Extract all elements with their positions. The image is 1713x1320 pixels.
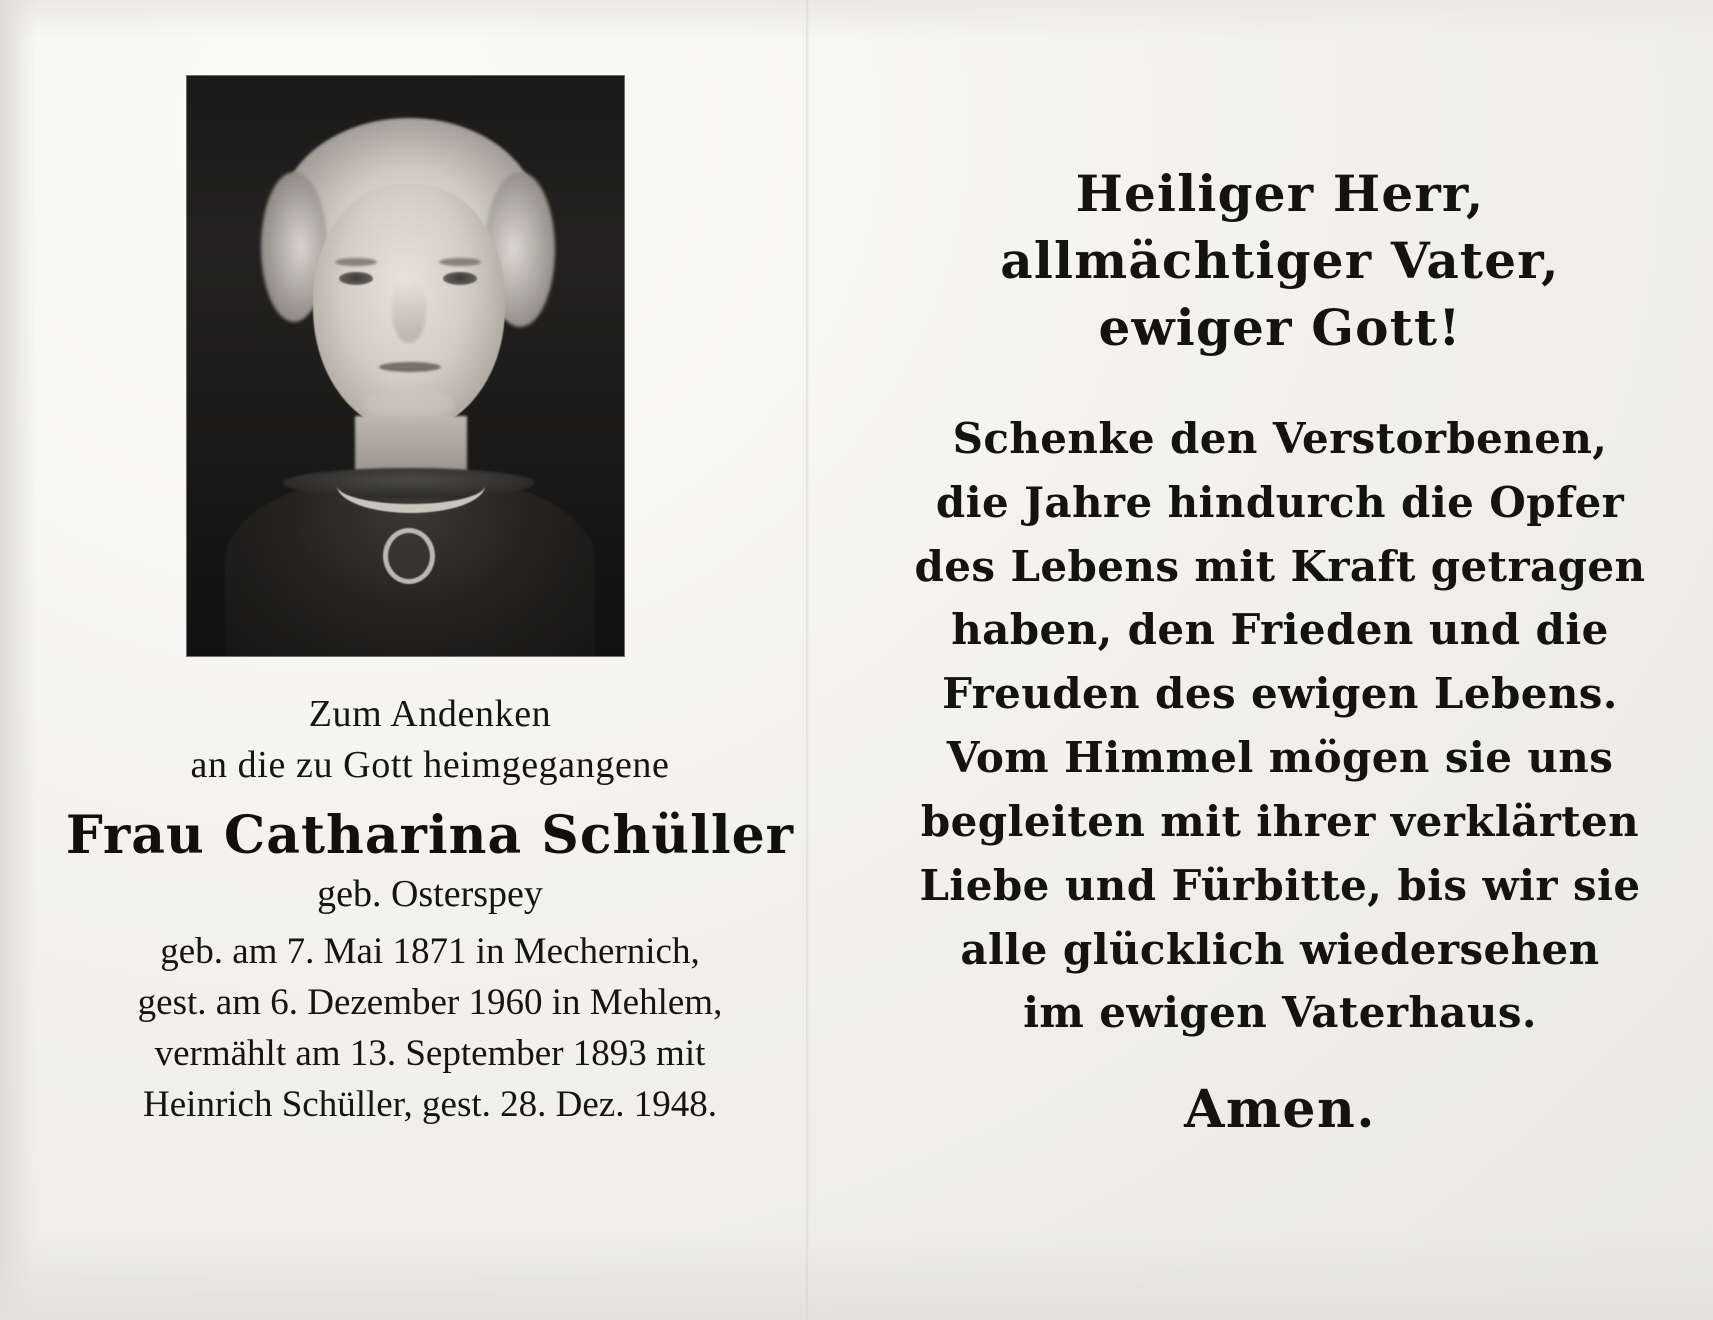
photo-eye-right — [443, 272, 477, 285]
memorial-intro-line-1: Zum Andenken — [308, 693, 552, 735]
detail-line-death: gest. am 6. Dezember 1960 in Mehlem, — [137, 982, 723, 1024]
photo-pendant — [383, 528, 435, 584]
prayer-line-10: im ewigen Vaterhaus. — [1023, 988, 1537, 1038]
deceased-name: Frau Catharina Schüller — [65, 805, 795, 867]
memorial-intro-line-2: an die zu Gott heimgegangene — [190, 743, 670, 786]
prayer-body — [880, 407, 1680, 1045]
page-edge-shading-left — [0, 0, 36, 1320]
photo-nose — [392, 281, 426, 343]
prayer-line-9: alle glücklich wiedersehen — [960, 924, 1600, 974]
invocation-line-1: Heiliger Herr, — [1075, 164, 1485, 223]
prayer-line-8: Liebe und Fürbitte, bis wir sie — [919, 860, 1641, 910]
prayer-invocation — [880, 160, 1680, 361]
right-page — [880, 40, 1680, 1270]
invocation-line-3: ewiger Gott! — [1098, 298, 1462, 357]
portrait-photograph — [186, 75, 625, 657]
center-fold-line — [806, 0, 809, 1320]
detail-line-birth: geb. am 7. Mai 1871 in Mechernich, — [160, 931, 700, 973]
detail-line-spouse: Heinrich Schüller, gest. 28. Dez. 1948. — [143, 1084, 717, 1126]
prayer-line-5: Freuden des ewigen Lebens. — [942, 669, 1618, 719]
photo-eyebrow-right — [439, 258, 481, 266]
page-edge-shading-top — [0, 0, 1713, 40]
invocation-line-2: allmächtiger Vater, — [1000, 231, 1560, 290]
detail-line-marriage: vermählt am 13. September 1893 mit — [154, 1033, 706, 1075]
prayer-line-1: Schenke den Verstorbenen, — [952, 414, 1608, 463]
memorial-text-block — [60, 690, 800, 1130]
photo-necklace — [337, 458, 485, 513]
left-page — [60, 40, 800, 1270]
prayer-line-6: Vom Himmel mögen sie uns — [946, 733, 1614, 783]
prayer-line-4: haben, den Frieden und die — [951, 605, 1609, 655]
photo-eyebrow-left — [335, 258, 377, 266]
prayer-amen: Amen. — [1184, 1079, 1376, 1141]
photo-eye-left — [339, 272, 373, 285]
photo-mouth — [379, 362, 441, 372]
prayer-line-2: die Jahre hindurch die Opfer — [935, 477, 1625, 527]
prayer-line-7: begleiten mit ihrer verklärten — [920, 796, 1640, 846]
prayer-line-3: des Lebens mit Kraft getragen — [914, 541, 1646, 591]
maiden-name: geb. Osterspey — [317, 873, 543, 916]
